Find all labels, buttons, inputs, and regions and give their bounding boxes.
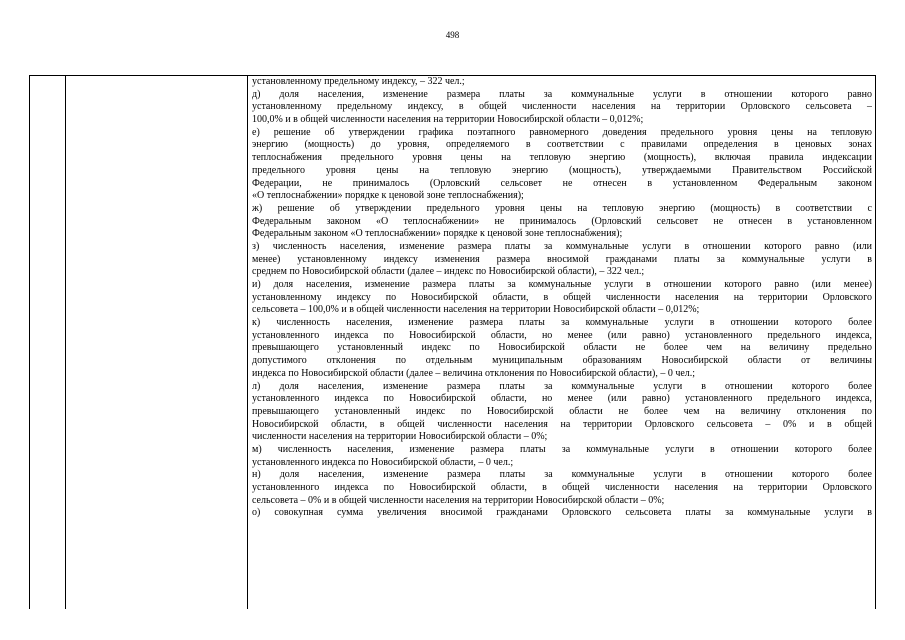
table-cell-text [249, 76, 875, 609]
text-line: и) доля населения, изменение размера платы за коммунальные услуги в отношении которого равно (или менее) [252, 279, 872, 290]
text-line: установленного индекса по Новосибирской области, но менее (или равно) установленного предельного индекса, [252, 393, 872, 405]
text-line: индекса по Новосибирской области (далее – величина отклонения по Новосибирской области), – 0 чел.; [252, 367, 696, 379]
text-line: л) доля населения, изменение размера платы за коммунальные услуги в отношении которого более [252, 380, 872, 392]
text-line: установленного индекса по Новосибирской области, – 0 чел.; [252, 456, 514, 468]
text-line: допустимого отклонения по отдельным муниципальным образованиям Новосибирской области от величины [252, 355, 872, 367]
text-line: численности населения на территории Новосибирской области – 0%; [252, 431, 548, 443]
text-line: менее) установленному индексу изменения размера вносимой гражданами платы за коммунальные услуги в [252, 253, 872, 265]
text-line: сельсовета – 100,0% и в общей численности населения на территории Новосибирской области – 0,012%; [252, 304, 700, 316]
text-line: сельсовета – 0% и в общей численности населения на территории Новосибирской области – 0%; [252, 494, 665, 506]
text-line: установленного индекса по Новосибирской области, но менее (или равно) установленного предельного индекса, [252, 329, 872, 341]
text-line: м) численность населения, изменение размера платы за коммунальные услуги в отношении которого более [252, 443, 872, 455]
text-line: превышающего установленный индекс по Новосибирской области не более чем на величину предельно [252, 342, 872, 354]
text-line: установленному предельному индексу, в общей численности населения на территории Орловского сельсовета – [252, 101, 872, 113]
text-line: д) доля населения, изменение размера платы за коммунальные услуги в отношении которого равно [252, 88, 872, 100]
text-line: н) доля населения, изменение размера платы за коммунальные услуги в отношении которого более [252, 469, 872, 481]
document-table [29, 75, 876, 609]
text-line: е) решение об утверждении графика поэтапного равномерного доведения предельного уровня цены на тепловую [252, 126, 872, 138]
page-number: 498 [445, 30, 460, 40]
text-line: Федерации, не принималось (Орловский сельсовет не отнесен в установленном Федеральным законом [252, 177, 872, 189]
table-column-number [30, 76, 66, 609]
text-line: теплоснабжения предельного уровня цены на тепловую энергию (мощность), включая правила индексации [252, 152, 872, 164]
text-line: установленного индекса по Новосибирской области, в общей численности населения на территории Орловского [252, 482, 872, 493]
text-line: среднем по Новосибирской области (далее – индекс по Новосибирской области), – 322 чел.; [252, 266, 645, 278]
text-line: установленному индексу по Новосибирской области, в общей численности населения на территории Орловского [252, 291, 872, 303]
text-line: Федеральным законом «О теплоснабжении» порядке к ценовой зоне теплоснабжения); [252, 228, 623, 240]
text-line: Новосибирской области, в общей численности населения на территории Орловского сельсовета – 0% и в общей [252, 418, 872, 430]
text-line: энергию (мощность) до уровня, определяемого в соответствии с правилами определения в ценовых зонах [252, 139, 872, 151]
text-line: з) численность населения, изменение размера платы за коммунальные услуги в отношении которого равно (или [252, 240, 872, 252]
text-line: Федеральным законом «О теплоснабжении» не принималось (Орловский сельсовет не отнесен в установленном [252, 215, 872, 227]
text-line: 100,0% и в общей численности населения на территории Новосибирской области – 0,012%; [252, 114, 644, 126]
text-line: предельного уровня цены на тепловую энергию (мощность), утверждаемыми Правительством Российской [252, 164, 872, 176]
text-line: «О теплоснабжении» порядке к ценовой зоне теплоснабжения); [252, 190, 524, 202]
table-column-name [66, 76, 248, 609]
text-line: о) совокупная сумма увеличения вносимой гражданами Орловского сельсовета платы за коммунальные услуги в [252, 507, 872, 519]
text-line: к) численность населения, изменение размера платы за коммунальные услуги в отношении которого более [252, 317, 872, 329]
text-line: превышающего установленный индекс по Новосибирской области не более чем на величину отклонения по [252, 405, 872, 417]
text-line: ж) решение об утверждении предельного уровня цены на тепловую энергию (мощность) в соответствии с [252, 202, 872, 214]
text-line: установленному предельному индексу, – 322 чел.; [252, 76, 465, 87]
